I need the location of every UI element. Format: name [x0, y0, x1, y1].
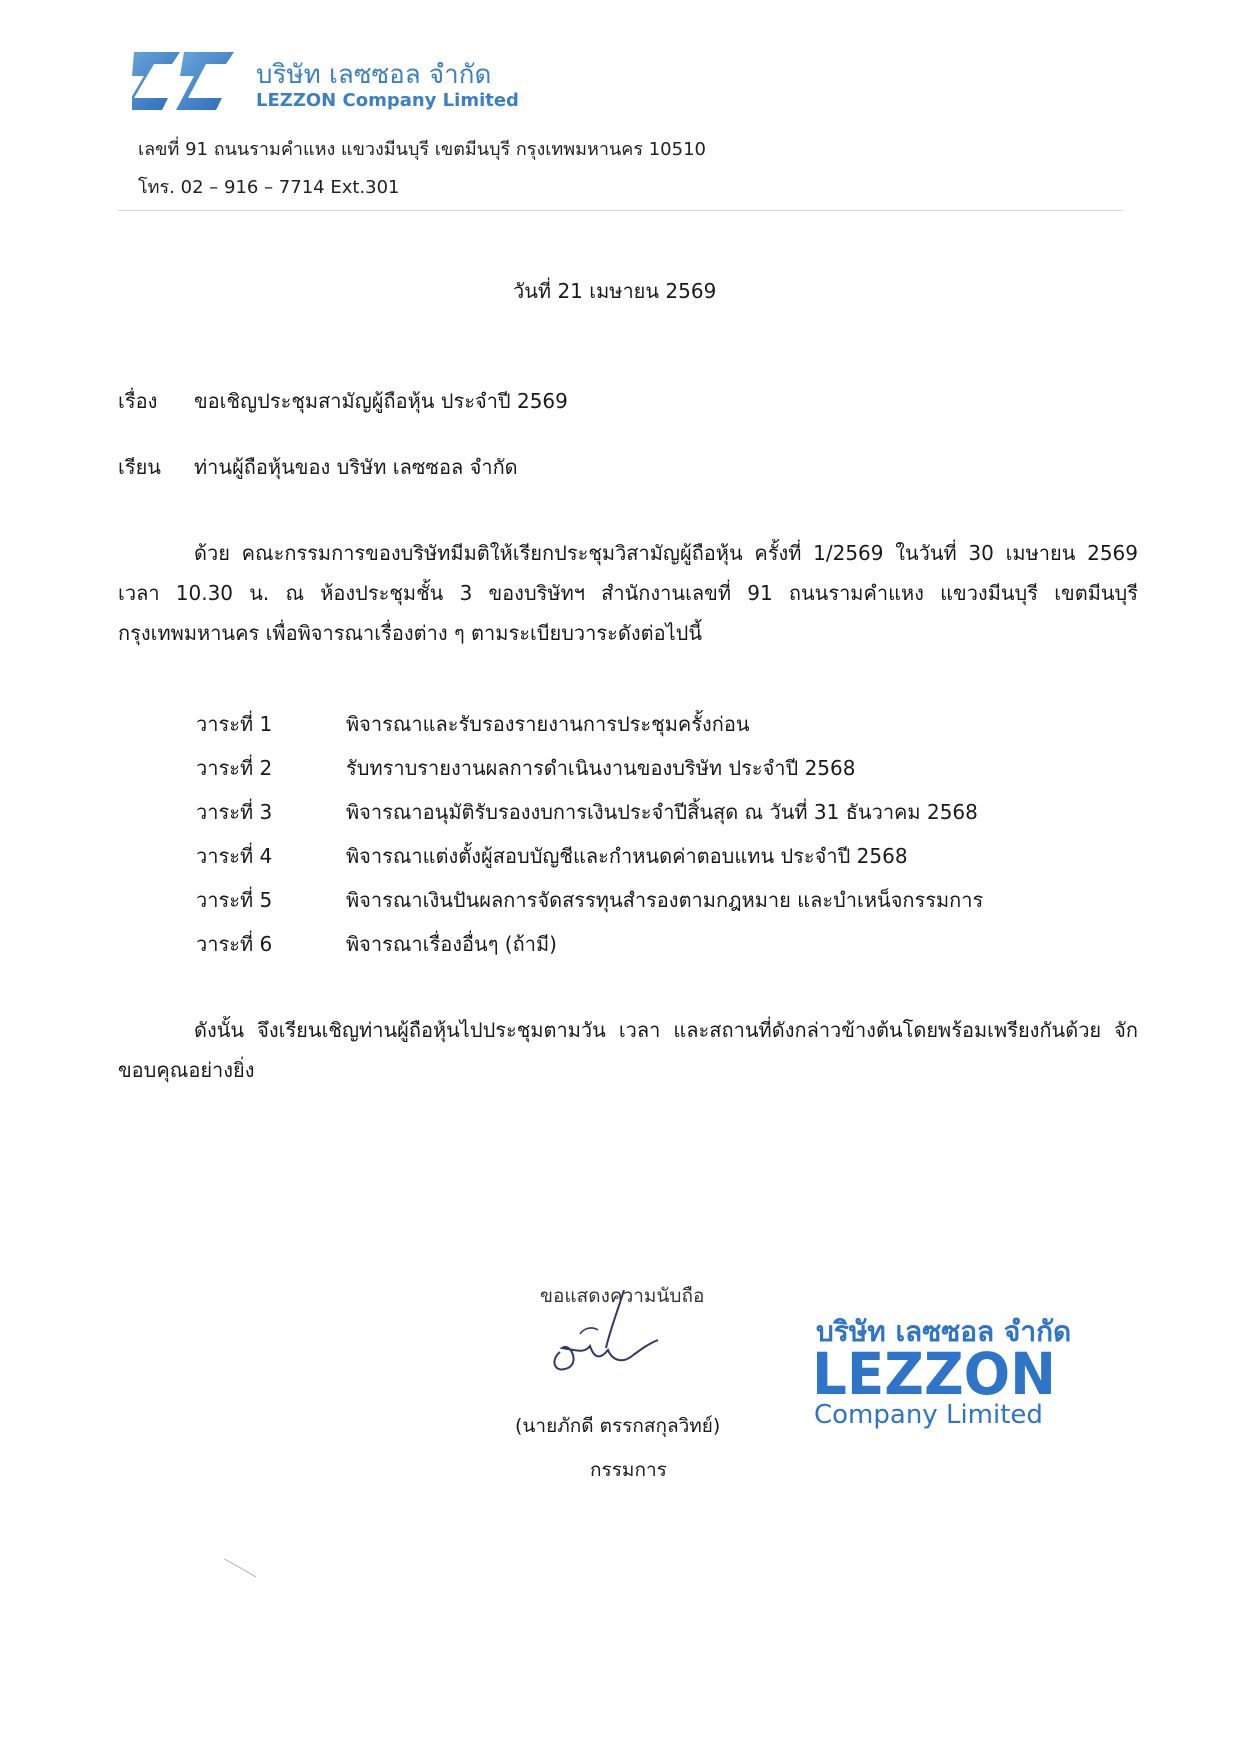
complimentary-close: ขอแสดงความนับถือ: [540, 1285, 705, 1307]
agenda-item: [196, 708, 1096, 752]
recipient-text: ท่านผู้ถือหุ้นของ บริษัท เลซซอล จำกัด: [194, 455, 518, 479]
company-name-english: LEZZON Company Limited: [256, 90, 519, 111]
handwritten-signature: [540, 1290, 670, 1380]
recipient-label: เรียน: [118, 455, 161, 479]
agenda-text: พิจารณาอนุมัติรับรองงบการเงินประจำปีสิ้นสุด ณ วันที่ 31 ธันวาคม 2568: [346, 800, 978, 824]
intro-paragraph: ด้วย คณะกรรมการของบริษัทมีมติให้เรียกประชุมวิสามัญผู้ถือหุ้น ครั้งที่ 1/2569 ในวันที่ 30 เมษายน 2569 เวลา 10.30 น. ณ ห้องประชุมชั้น 3 ของบริษัทฯ สำนักงานเลขที่ 91 ถนนรามคำแหง แขวงมีนบุรี เขตมีนบุรี กรุงเทพมหานคร เพื่อพิจารณาเรื่องต่าง ๆ ตามระเบียบวาระดังต่อไปนี้: [118, 541, 1138, 645]
signer-title: กรรมการ: [590, 1459, 667, 1481]
pen-mark: [222, 1555, 282, 1595]
company-name-thai: บริษัท เลซซอล จำกัด: [256, 60, 492, 90]
subject-label: เรื่อง: [118, 389, 158, 413]
stamp-brand-text: LEZZON: [812, 1344, 1056, 1402]
agenda-text: พิจารณาเรื่องอื่นๆ (ถ้ามี): [346, 932, 557, 956]
company-stamp: [812, 1310, 1072, 1430]
agenda-item: [196, 840, 1096, 884]
stamp-company-english: Company Limited: [814, 1400, 1043, 1430]
closing-paragraph: ดังนั้น จึงเรียนเชิญท่านผู้ถือหุ้นไปประชุมตามวัน เวลา และสถานที่ดังกล่าวข้างต้นโดยพร้อมเพรียงกันด้วย จักขอบคุณอย่างยิ่ง: [118, 1018, 1138, 1082]
agenda-item: [196, 796, 1096, 840]
zz-logo-icon: [132, 52, 234, 110]
subject-text: ขอเชิญประชุมสามัญผู้ถือหุ้น ประจำปี 2569: [194, 389, 568, 413]
stamp-brand-wordmark: [812, 1344, 1058, 1402]
company-address: เลขที่ 91 ถนนรามคำแหง แขวงมีนบุรี เขตมีนบุรี กรุงเทพมหานคร 10510: [138, 139, 706, 160]
agenda-number: วาระที่ 6: [196, 932, 273, 956]
letter-date: วันที่ 21 เมษายน 2569: [513, 279, 717, 303]
agenda-text: รับทราบรายงานผลการดำเนินงานของบริษัท ประจำปี 2568: [346, 756, 856, 780]
company-phone: โทร. 02 – 916 – 7714 Ext.301: [138, 177, 400, 198]
agenda-number: วาระที่ 5: [196, 888, 273, 912]
agenda-text: พิจารณาเงินปันผลการจัดสรรทุนสำรองตามกฎหมาย และบำเหน็จกรรมการ: [346, 888, 984, 912]
agenda-number: วาระที่ 3: [196, 800, 273, 824]
signer-name: (นายภักดี ตรรกสกุลวิทย์): [515, 1415, 721, 1437]
agenda-number: วาระที่ 2: [196, 756, 273, 780]
agenda-item: [196, 884, 1096, 928]
agenda-number: วาระที่ 4: [196, 844, 273, 868]
agenda-number: วาระที่ 1: [196, 712, 273, 736]
header-divider: [118, 210, 1123, 211]
agenda-text: พิจารณาและรับรองรายงานการประชุมครั้งก่อน: [346, 712, 750, 736]
stamp-company-thai: บริษัท เลซซอล จำกัด: [816, 1315, 1072, 1348]
agenda-item: [196, 928, 1096, 972]
agenda-text: พิจารณาแต่งตั้งผู้สอบบัญชีและกำหนดค่าตอบแทน ประจำปี 2568: [346, 844, 908, 868]
agenda-item: [196, 752, 1096, 796]
